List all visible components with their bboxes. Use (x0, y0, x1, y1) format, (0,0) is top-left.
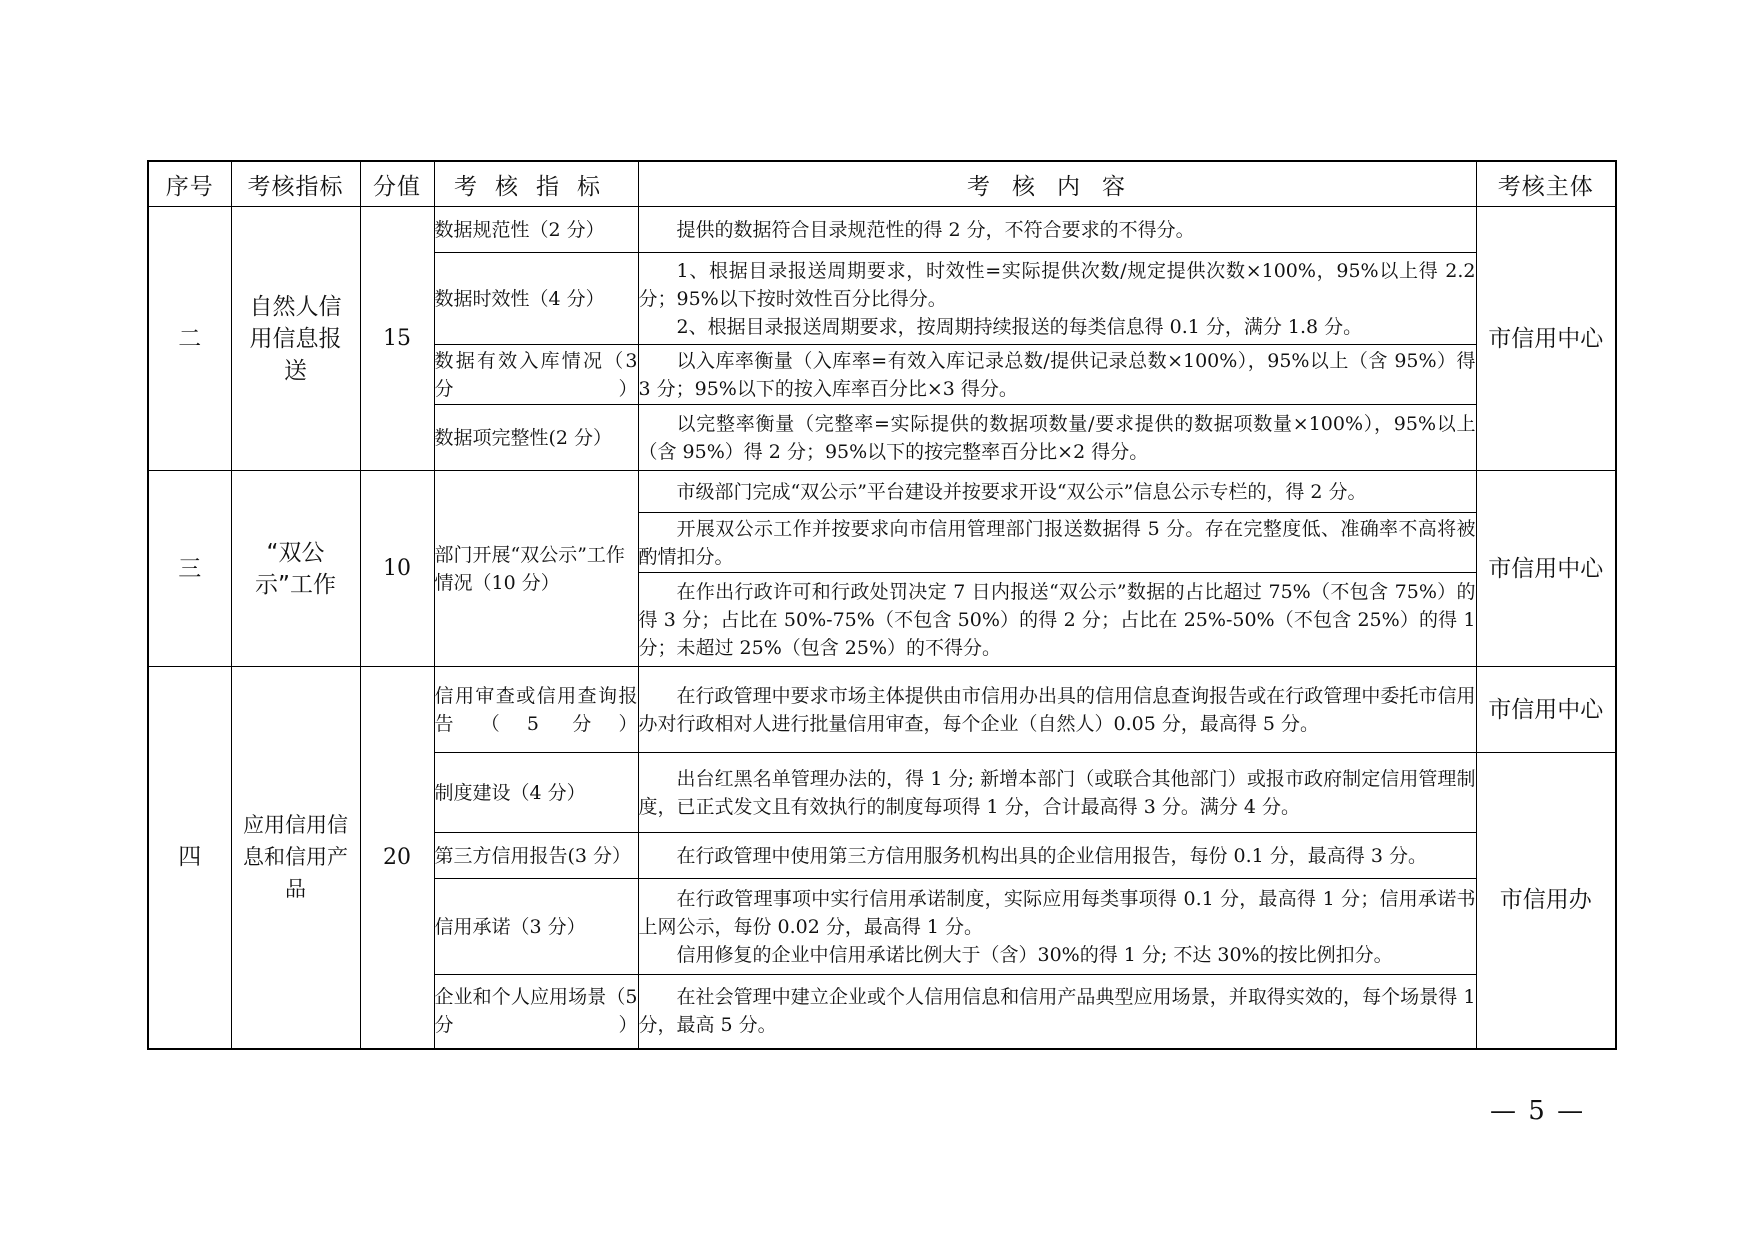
table-row (148, 667, 1616, 753)
section-subject: 市信用中心 (1476, 667, 1616, 753)
section-subject: 市信用中心 (1476, 207, 1616, 471)
section-subject: 市信用办 (1476, 753, 1616, 1049)
indicator-cell: 信用审查或信用查询报告（5 分） (434, 667, 638, 753)
indicator-cell: 信用承诺（3 分） (434, 879, 638, 975)
content-text: 市级部门完成“双公示”平台建设并按要求开设“双公示”信息公示专栏的，得 2 分。 (676, 480, 1367, 503)
content-text: 出台红黑名单管理办法的，得 1 分; 新增本部门（或联合其他部门）或报市政府制定信用管理制度，已正式发文且有效执行的制度每项得 1 分，合计最高得 3 分。满分 4 分。 (638, 767, 1476, 818)
content-text: 在行政管理中要求市场主体提供由市信用办出具的信用信息查询报告或在行政管理中委托市信用办对行政相对人进行批量信用审查，每个企业（自然人）0.05 分，最高得 5 分。 (638, 684, 1476, 735)
section-seq: 三 (148, 471, 231, 667)
page-number: — 5 — (1490, 1096, 1586, 1126)
section-subject: 市信用中心 (1476, 471, 1616, 667)
header-content: 考核内容 (638, 161, 1476, 207)
category-text: 自然人信用信息报送 (249, 293, 342, 384)
content-cell (638, 879, 1476, 975)
assessment-table (147, 160, 1617, 1050)
table-row (148, 207, 1616, 253)
header-indicator: 考核指标 (434, 161, 638, 207)
content-text: 在行政管理事项中实行信用承诺制度，实际应用每类事项得 0.1 分，最高得 1 分；信用承诺书上网公示，每份 0.02 分，最高得 1 分。 (638, 887, 1476, 938)
header-score: 分值 (360, 161, 434, 207)
content-cell (638, 975, 1476, 1049)
section-category (231, 667, 360, 1049)
indicator-cell: 数据有效入库情况（3 分） (434, 345, 638, 405)
content-text: 提供的数据符合目录规范性的得 2 分，不符合要求的不得分。 (676, 218, 1195, 241)
content-text: 在行政管理中使用第三方信用服务机构出具的企业信用报告，每份 0.1 分，最高得 3 分。 (676, 844, 1427, 867)
section-score: 10 (360, 471, 434, 667)
indicator-cell: 数据时效性（4 分） (434, 253, 638, 345)
indicator-cell: 部门开展“双公示”工作情况（10 分） (434, 471, 638, 667)
section-seq: 四 (148, 667, 231, 1049)
content-cell (638, 833, 1476, 879)
section-seq: 二 (148, 207, 231, 471)
section-score: 15 (360, 207, 434, 471)
content-text: 开展双公示工作并按要求向市信用管理部门报送数据得 5 分。存在完整度低、准确率不高将被酌情扣分。 (638, 517, 1476, 568)
header-row (148, 161, 1616, 207)
header-subject: 考核主体 (1476, 161, 1616, 207)
content-text: 1、根据目录报送周期要求，时效性=实际提供次数/规定提供次数×100%，95%以上得 2.2 分；95%以下按时效性百分比得分。 (638, 259, 1476, 310)
content-cell (638, 405, 1476, 471)
indicator-cell: 第三方信用报告(3 分） (434, 833, 638, 879)
header-category: 考核指标 (231, 161, 360, 207)
indicator-cell: 数据规范性（2 分） (434, 207, 638, 253)
indicator-cell: 企业和个人应用场景（5 分） (434, 975, 638, 1049)
content-text: 以完整率衡量（完整率=实际提供的数据项数量/要求提供的数据项数量×100%），95%以上（含 95%）得 2 分；95%以下的按完整率百分比×2 得分。 (638, 412, 1476, 463)
section-category (231, 471, 360, 667)
header-seq: 序号 (148, 161, 231, 207)
content-cell (638, 573, 1476, 667)
content-cell (638, 253, 1476, 345)
content-text: 以入库率衡量（入库率=有效入库记录总数/提供记录总数×100%），95%以上（含 95%）得 3 分；95%以下的按入库率百分比×3 得分。 (638, 349, 1476, 400)
content-text: 在社会管理中建立企业或个人信用信息和信用产品典型应用场景，并取得实效的，每个场景得 1 分，最高 5 分。 (638, 986, 1476, 1037)
content-cell (638, 753, 1476, 833)
category-text: 应用信用信息和信用产品 (243, 813, 348, 902)
content-text: 在作出行政许可和行政处罚决定 7 日内报送“双公示”数据的占比超过 75%（不包含 75%）的得 3 分；占比在 50%-75%（不包含 50%）的得 2 分；占比在 25%-50%（不包含 25%）的得 1 分；未超过 25%（包含 25%）的不得分。 (638, 580, 1476, 659)
table-row (148, 471, 1616, 513)
content-cell (638, 207, 1476, 253)
content-text: 信用修复的企业中信用承诺比例大于（含）30%的得 1 分; 不达 30%的按比例扣分。 (676, 943, 1393, 966)
content-cell (638, 345, 1476, 405)
indicator-cell: 制度建设（4 分） (434, 753, 638, 833)
content-cell (638, 667, 1476, 753)
section-category (231, 207, 360, 471)
content-cell (638, 471, 1476, 513)
content-text: 2、根据目录报送周期要求，按周期持续报送的每类信息得 0.1 分，满分 1.8 分。 (676, 315, 1363, 338)
content-cell (638, 513, 1476, 573)
section-score: 20 (360, 667, 434, 1049)
category-text: “双公示”工作 (255, 539, 336, 598)
indicator-cell: 数据项完整性(2 分） (434, 405, 638, 471)
